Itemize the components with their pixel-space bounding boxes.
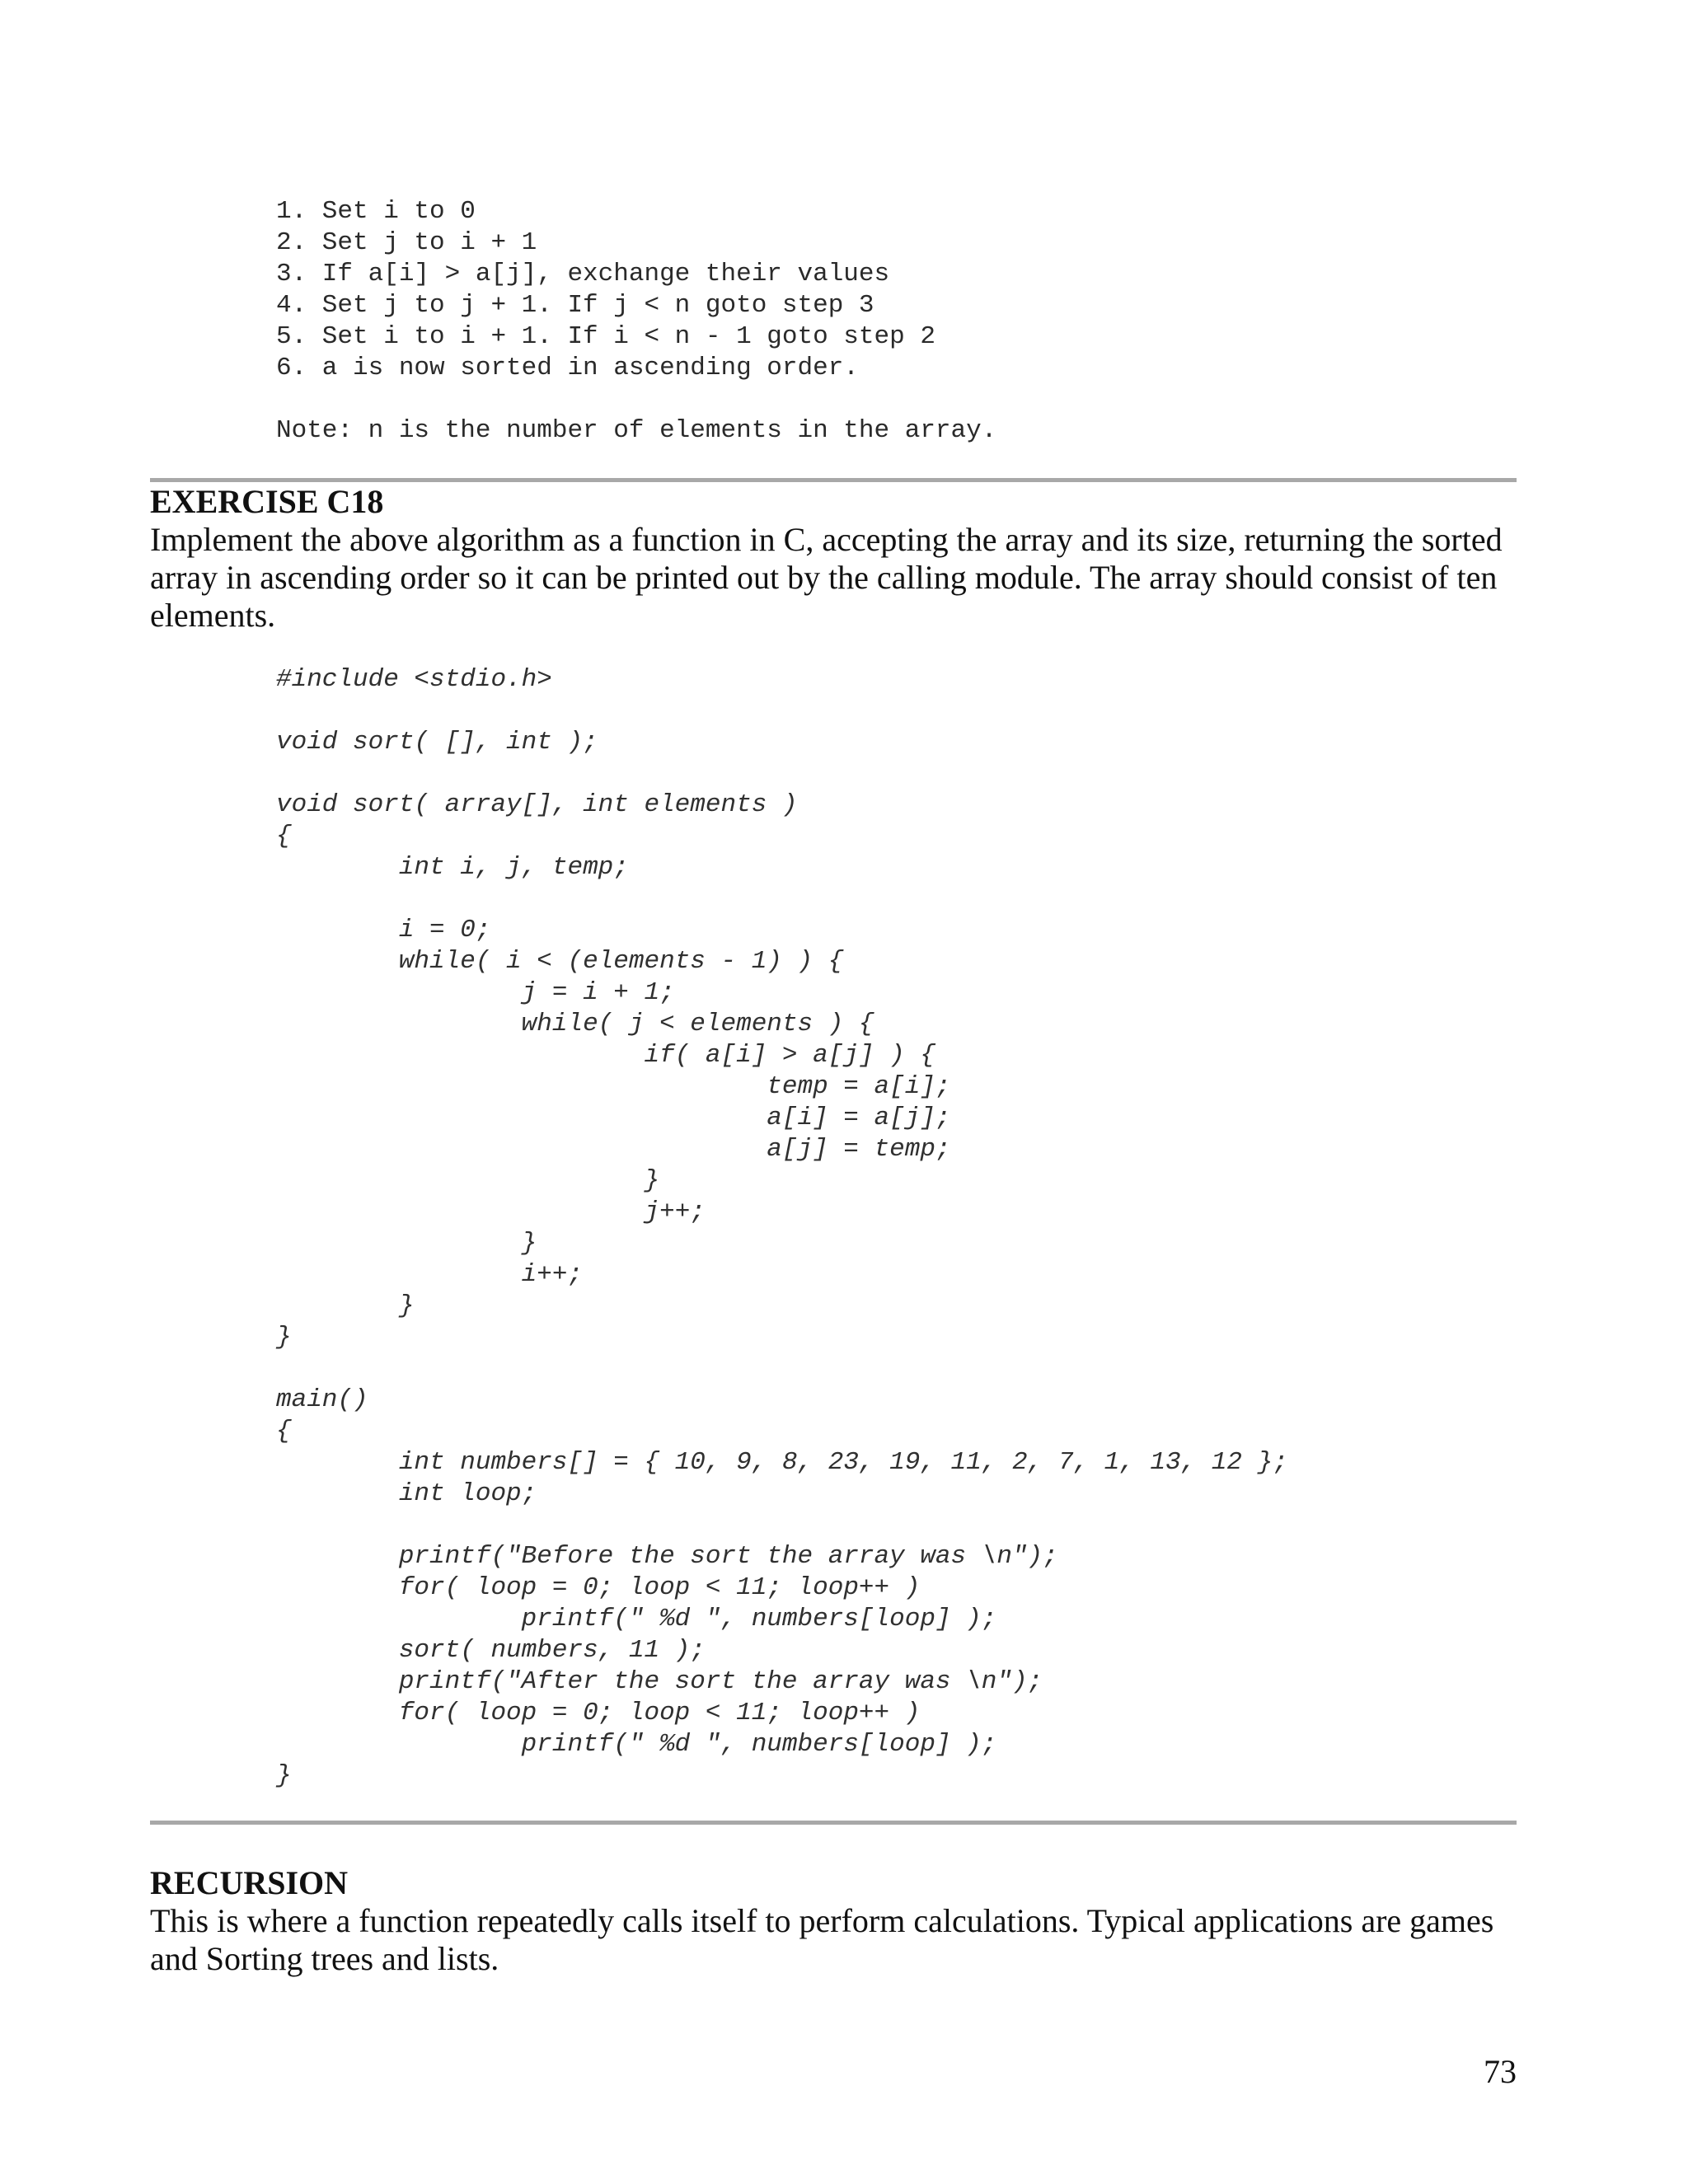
code-line (276, 696, 1288, 727)
algorithm-step: 6. a is now sorted in ascending order. (276, 354, 859, 382)
section-divider (150, 1821, 1517, 1825)
code-line: int numbers[] = { 10, 9, 8, 23, 19, 11, 2, 7, 1, 13, 12 }; (276, 1448, 1288, 1477)
algorithm-step: 4. Set j to j + 1. If j < n goto step 3 (276, 291, 874, 320)
algorithm-note: Note: n is the number of elements in the array. (276, 416, 997, 445)
section-divider (150, 478, 1517, 482)
code-line: sort( numbers, 11 ); (276, 1636, 706, 1665)
exercise-description: Implement the above algorithm as a function in C, accepting the array and its size, returning the sorted array in ascending order so it can be printed out by the calling module. The array should consist of ten elements. (150, 521, 1503, 634)
code-line: } (276, 1166, 660, 1195)
algorithm-step: 2. Set j to i + 1 (276, 228, 537, 257)
code-line: int loop; (276, 1479, 537, 1508)
code-line (276, 1353, 1288, 1385)
code-line: main() (276, 1385, 368, 1414)
spacer (276, 384, 996, 415)
code-line: } (276, 1291, 415, 1320)
code-line: j = i + 1; (276, 978, 675, 1007)
code-line: j++; (276, 1197, 706, 1226)
code-line: } (276, 1229, 537, 1258)
code-line: } (276, 1323, 292, 1352)
page-number: 73 (1484, 2053, 1517, 2090)
code-line (276, 883, 1288, 915)
code-line: void sort( [], int ); (276, 728, 598, 757)
algorithm-step: 5. Set i to i + 1. If i < n - 1 goto step 2 (276, 322, 935, 351)
algorithm-step: 3. If a[i] > a[j], exchange their values (276, 260, 890, 288)
code-line: if( a[i] > a[j] ) { (276, 1041, 935, 1070)
recursion-description: This is where a function repeatedly calls itself to perform calculations. Typical applications are games and Sorting trees and lists. (150, 1902, 1494, 1977)
exercise-heading: EXERCISE C18 (150, 483, 384, 520)
code-line: a[j] = temp; (276, 1135, 951, 1164)
code-line (276, 1510, 1288, 1541)
code-line: printf("Before the sort the array was \n"); (276, 1542, 1058, 1571)
code-line: while( j < elements ) { (276, 1010, 874, 1038)
code-line: i = 0; (276, 916, 491, 944)
code-line: #include <stdio.h> (276, 665, 552, 694)
code-line: { (276, 1417, 292, 1446)
code-line: a[i] = a[j]; (276, 1104, 951, 1132)
code-line: temp = a[i]; (276, 1072, 951, 1101)
code-line: } (276, 1761, 292, 1790)
algorithm-step: 1. Set i to 0 (276, 197, 476, 226)
code-line: { (276, 822, 292, 851)
code-line: for( loop = 0; loop < 11; loop++ ) (276, 1573, 921, 1602)
code-line: printf(" %d ", numbers[loop] ); (276, 1730, 997, 1759)
recursion-heading: RECURSION (150, 1864, 349, 1901)
code-line: printf(" %d ", numbers[loop] ); (276, 1605, 997, 1633)
code-line: void sort( array[], int elements ) (276, 790, 798, 819)
code-line (276, 758, 1288, 790)
code-line: for( loop = 0; loop < 11; loop++ ) (276, 1699, 921, 1727)
code-line: printf("After the sort the array was \n"); (276, 1667, 1043, 1696)
code-line: i++; (276, 1260, 584, 1289)
algorithm-steps (276, 196, 996, 447)
code-line: while( i < (elements - 1) ) { (276, 947, 844, 976)
exercise-code-listing (276, 664, 1288, 1792)
code-line: int i, j, temp; (276, 853, 629, 882)
